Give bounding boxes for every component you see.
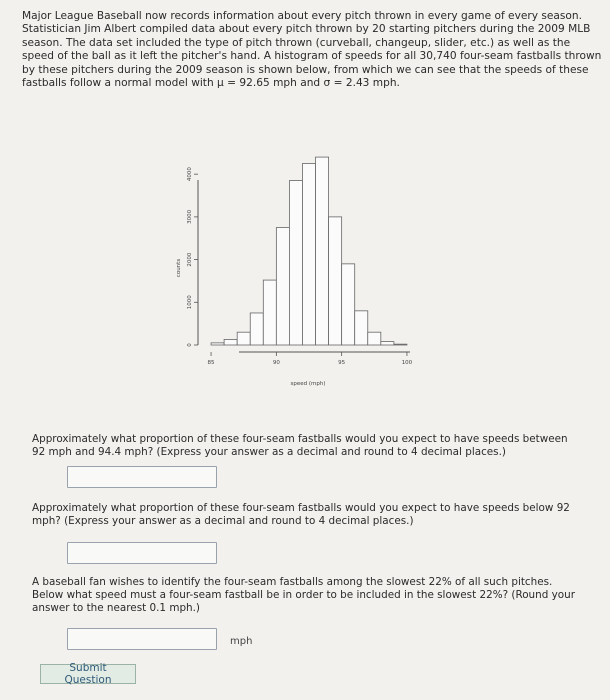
histogram-bar	[276, 228, 289, 345]
x-axis-label: speed (mph)	[290, 381, 326, 387]
y-tick-label: 0	[187, 343, 193, 347]
question-3-answer-input[interactable]	[67, 628, 217, 650]
problem-intro: Major League Baseball now records information about every pitch thrown in every game of every season. Statistician Jim Albert compiled data about every pitch thrown by 20 starting pitchers during the 2009 MLB season. The data set included the type of pitch thrown (curveball, changeup, slider, etc.) as well as the speed of the ball as it left the pitcher's hand. A histogram of speeds for all 30,740 four-seam fastballs thrown by these pitchers during the 2009 season is shown below, from which we can see that the speeds of these fastballs follow a normal model with μ = 92.65 mph and σ = 2.43 mph.	[22, 10, 602, 90]
histogram-bar	[342, 264, 355, 345]
x-ticks	[208, 352, 413, 366]
x-tick-label: 85	[207, 360, 215, 366]
question-2-text: Approximately what proportion of these four-seam fastballs would you expect to have speeds below 92 mph? (Express your answer as a decimal and round to 4 decimal places.)	[32, 502, 570, 527]
question-3-unit: mph	[230, 636, 253, 647]
histogram-bar	[263, 280, 276, 345]
x-tick-label: 100	[401, 360, 413, 366]
histogram-bar	[381, 342, 394, 345]
histogram-bar	[224, 339, 237, 345]
histogram-bar	[329, 217, 342, 345]
histogram-bars	[211, 157, 407, 345]
y-tick-label: 2000	[187, 252, 193, 267]
histogram-bar	[355, 311, 368, 345]
histogram-svg	[150, 140, 430, 390]
question-2-answer-input[interactable]	[67, 542, 217, 564]
y-tick-label: 1000	[187, 295, 193, 310]
x-tick-label: 95	[338, 360, 346, 366]
histogram-bar	[237, 332, 250, 345]
histogram-bar	[211, 343, 224, 345]
histogram-chart	[150, 140, 430, 390]
histogram-bar	[302, 163, 315, 345]
y-axis-label: counts	[176, 258, 182, 278]
histogram-bar	[394, 344, 407, 345]
x-tick-label: 90	[272, 360, 280, 366]
question-1-text: Approximately what proportion of these four-seam fastballs would you expect to have speeds between 92 mph and 94.4 mph? (Express your answer as a decimal and round to 4 decimal places.)	[32, 433, 568, 458]
submit-question-button[interactable]: Submit Question	[40, 664, 136, 684]
question-1-answer-input[interactable]	[67, 466, 217, 488]
histogram-bar	[368, 332, 381, 345]
y-ticks	[187, 167, 198, 347]
histogram-bar	[316, 157, 329, 345]
y-tick-label: 3000	[187, 209, 193, 224]
histogram-bar	[250, 313, 263, 345]
y-tick-label: 4000	[187, 167, 193, 182]
histogram-bar	[289, 181, 302, 345]
question-3-text: A baseball fan wishes to identify the four-seam fastballs among the slowest 22% of all such pitches. Below what speed must a four-seam fastball be in order to be included in the slowest 22%? (Round your answer to the nearest 0.1 mph.)	[32, 576, 575, 614]
